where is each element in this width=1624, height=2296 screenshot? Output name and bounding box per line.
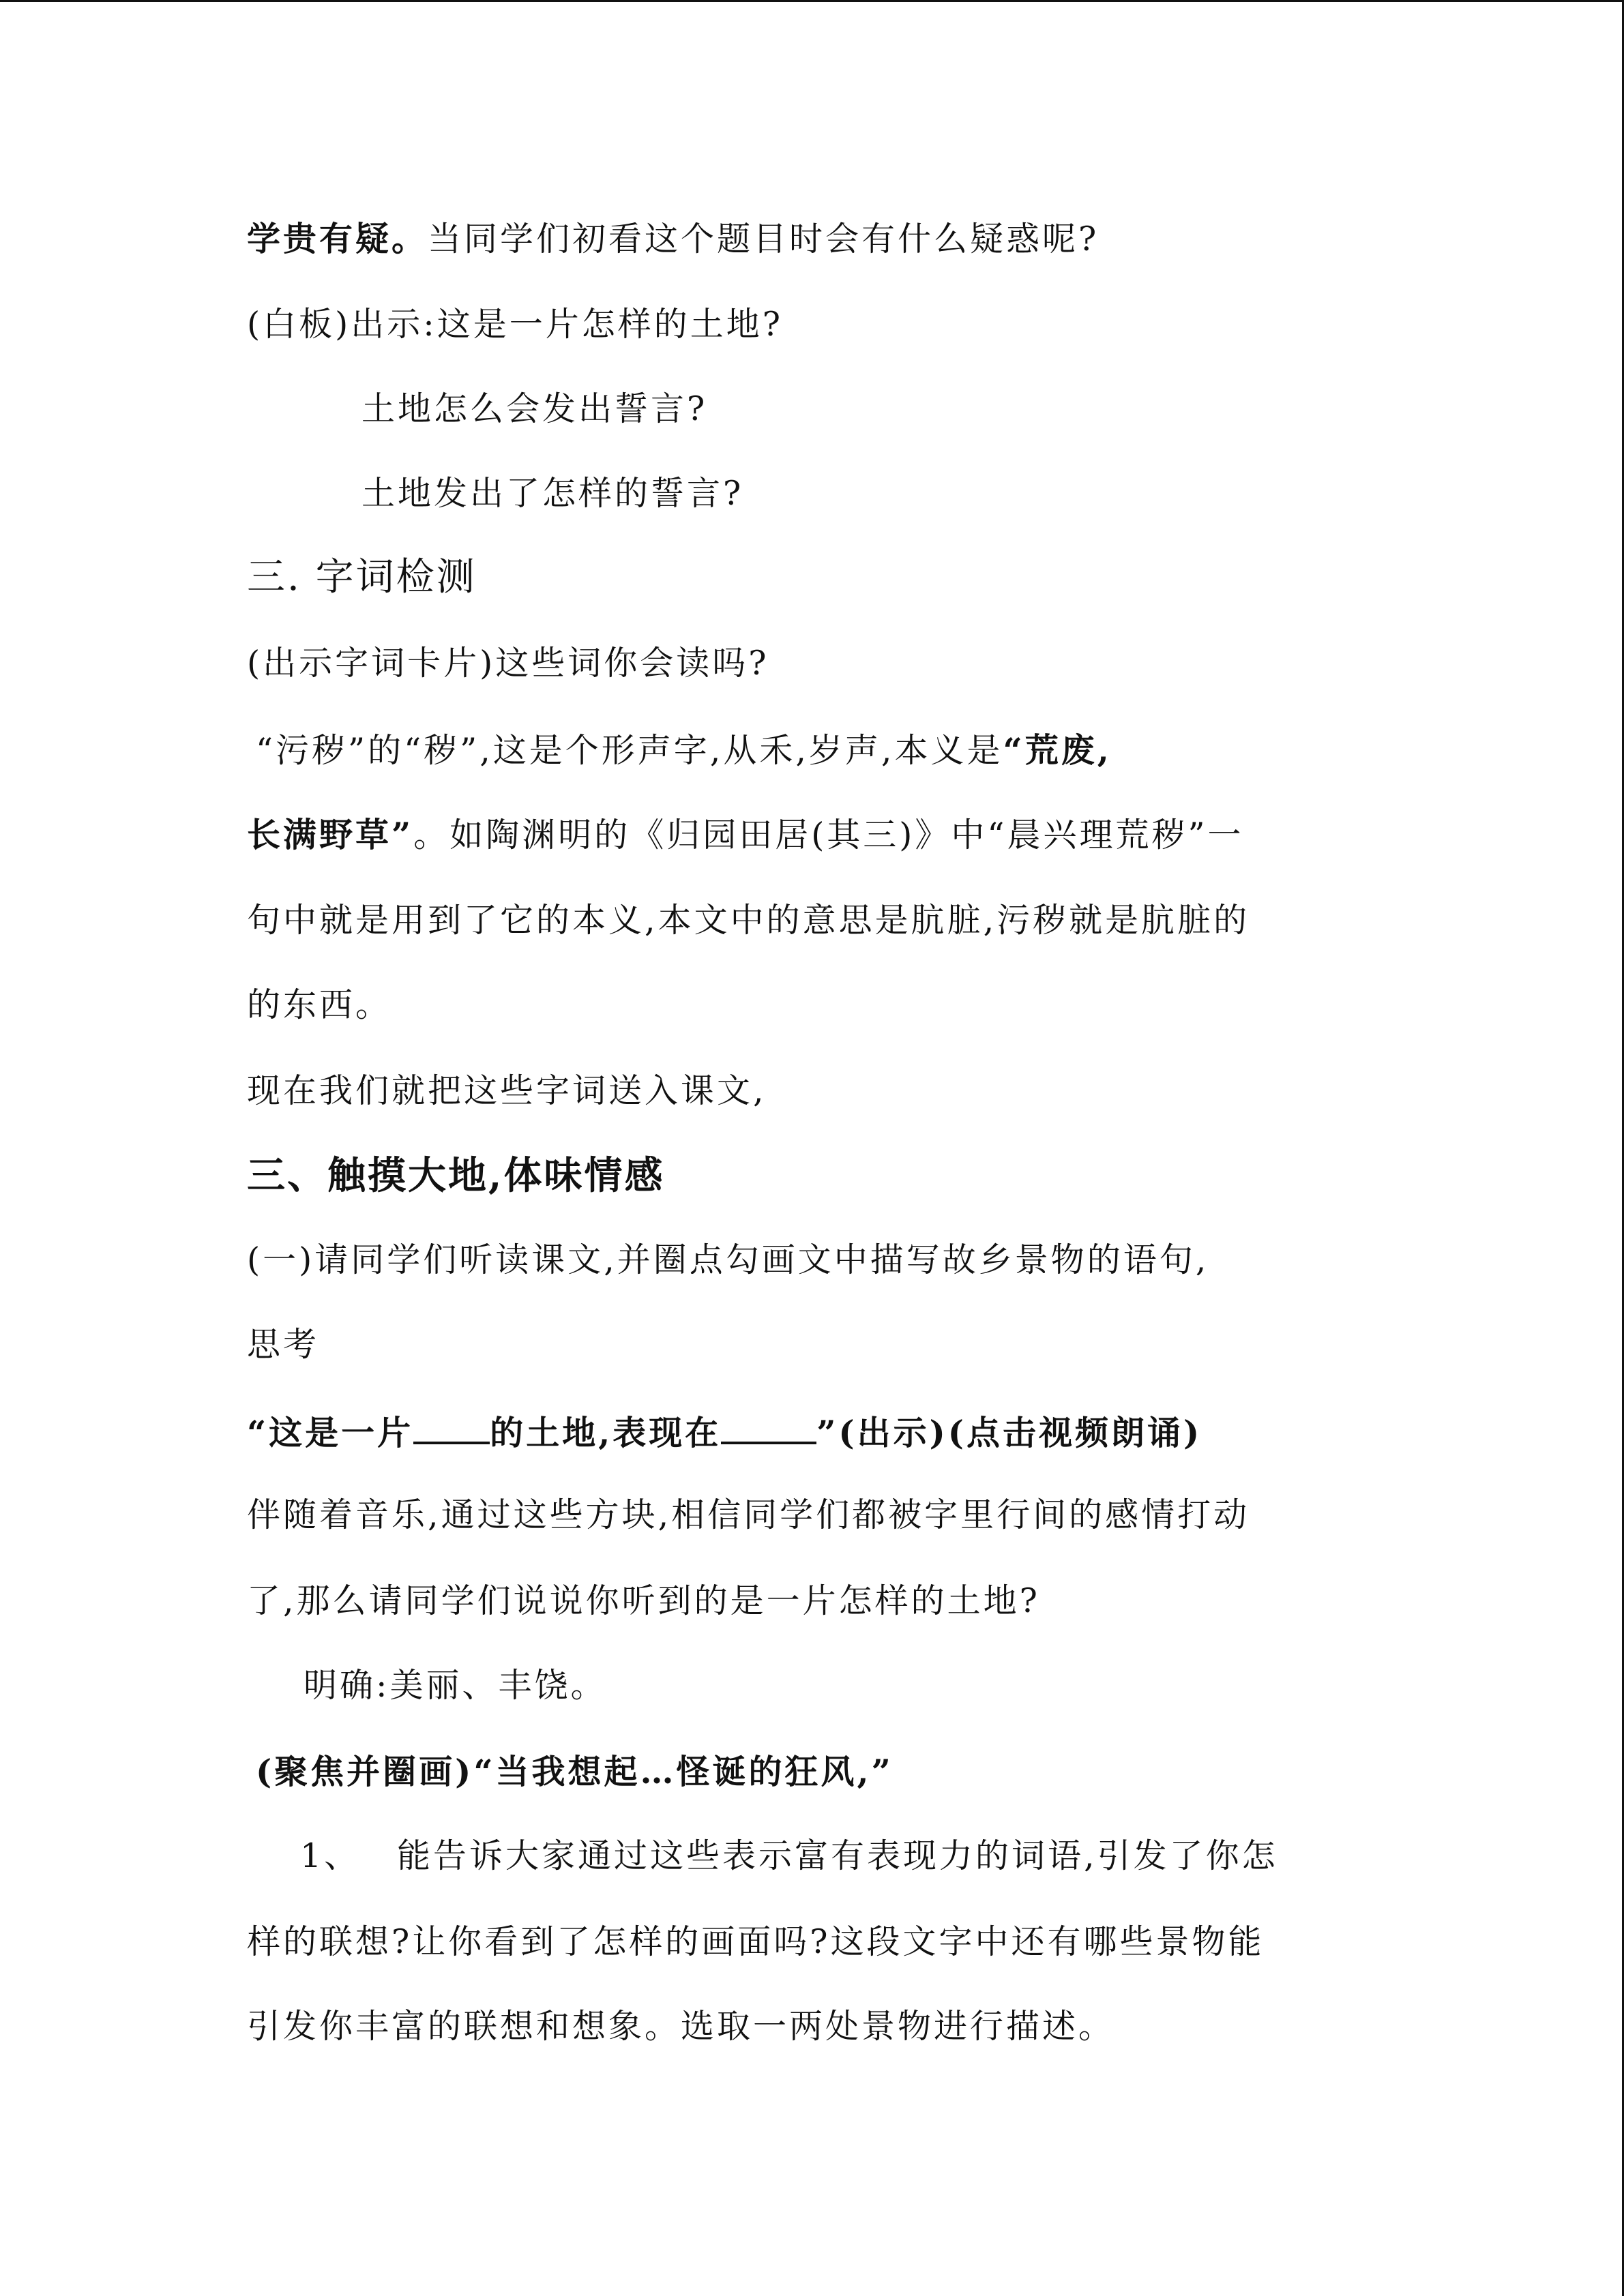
prompt-part-b: 的土地,表现在 (490, 1413, 722, 1452)
bold-phrase: 学贵有疑。 (247, 219, 428, 258)
numbered-item-1 (247, 1836, 1278, 1877)
paragraph-line-15: 了,那么请同学们说说你听到的是一片怎样的土地? (247, 1581, 1040, 1620)
prompt-part-a: “这是一片 (247, 1413, 414, 1452)
prompt-part-c: ”(出示)(点击视频朗诵) (816, 1413, 1202, 1452)
paragraph-line-12: 思考 (247, 1325, 320, 1364)
answer-blank-1 (413, 1410, 490, 1444)
bold-phrase: “荒废, (1003, 730, 1112, 770)
text-run: 。如陶渊明的《归园田居(其三)》中“晨兴理荒秽”一 (413, 816, 1244, 854)
page-top-border (0, 0, 1624, 2)
answer-blank-2 (721, 1410, 816, 1444)
section-heading-word-check: 三. 字词检测 (247, 555, 477, 599)
paragraph-line-10: 现在我们就把这些字词送入课文, (247, 1071, 767, 1110)
question-line-1: 土地怎么会发出誓言? (361, 389, 708, 428)
paragraph-line-11: (一)请同学们听读课文,并圈点勾画文中描写故乡景物的语句, (247, 1240, 1209, 1279)
text-run: 当同学们初看这个题目时会有什么疑惑呢? (428, 220, 1099, 258)
paragraph-line-19: 样的联想?让你看到了怎样的画面吗?这段文字中还有哪些景物能 (247, 1922, 1265, 1961)
paragraph-line-6 (256, 730, 1112, 771)
answer-line: 明确:美丽、丰饶。 (304, 1666, 607, 1705)
paragraph-line-8: 句中就是用到了它的本义,本文中的意思是肮脏,污秽就是肮脏的 (247, 901, 1250, 940)
paragraph-line-5: (出示字词卡片)这些词你会读吗? (247, 644, 769, 683)
paragraph-line-2: (白板)出示:这是一片怎样的土地? (247, 305, 784, 344)
paragraph-line-7 (247, 814, 1244, 856)
text-run: 能告诉大家通过这些表示富有表现力的词语,引发了你怎 (397, 1836, 1278, 1875)
text-run: “污秽”的“秽”,这是个形声字,从禾,岁声,本义是 (256, 731, 1003, 770)
paragraph-line-1 (247, 218, 1099, 260)
question-line-2: 土地发出了怎样的誓言? (361, 474, 744, 513)
focus-instruction: (聚焦并圈画)“当我想起…怪诞的狂风,” (256, 1752, 894, 1791)
section-heading-touch-earth: 三、触摸大地,体味情感 (247, 1153, 665, 1198)
fill-in-prompt (247, 1410, 1202, 1453)
paragraph-line-20: 引发你丰富的联想和想象。选取一两处景物进行描述。 (247, 2007, 1115, 2046)
item-number: 1、 (300, 1836, 361, 1875)
paragraph-line-14: 伴随着音乐,通过这些方块,相信同学们都被字里行间的感情打动 (247, 1495, 1250, 1534)
bold-phrase: 长满野草” (247, 815, 414, 854)
paragraph-line-9: 的东西。 (247, 985, 392, 1024)
